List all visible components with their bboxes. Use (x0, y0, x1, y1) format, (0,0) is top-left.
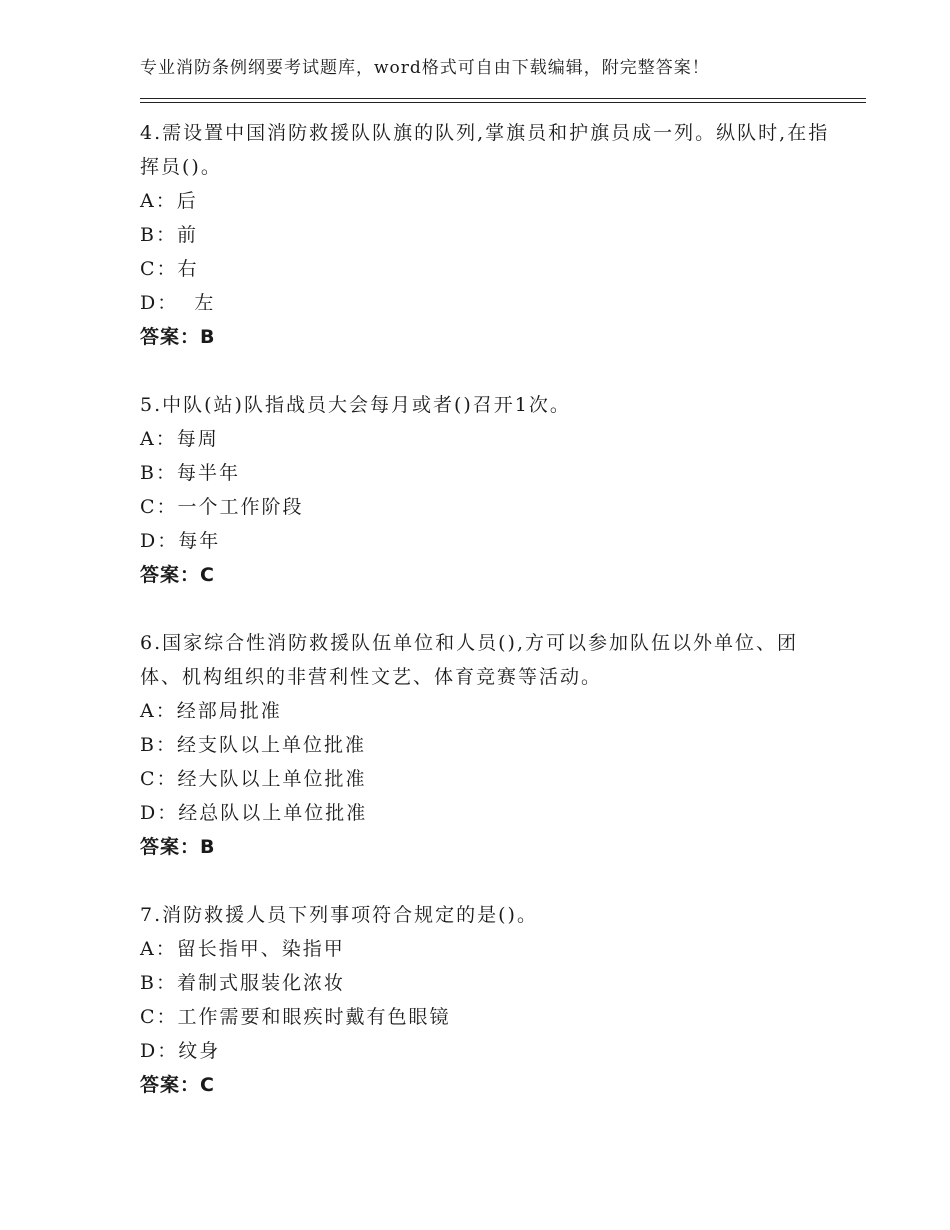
page-header: 专业消防条例纲要考试题库，word格式可自由下载编辑，附完整答案！ (140, 58, 710, 78)
answer-line: 答案：C (140, 1074, 215, 1096)
option-a: A：后 (140, 190, 198, 212)
question-item (140, 388, 830, 592)
question-item (140, 626, 830, 864)
option-d: D：每年 (140, 530, 221, 552)
question-stem: 5.中队(站)队指战员大会每月或者()召开1次。 (140, 394, 571, 416)
option-a: A：经部局批准 (140, 700, 282, 722)
option-c: C：右 (140, 258, 199, 280)
question-stem: 4.需设置中国消防救援队队旗的队列,掌旗员和护旗员成一列。纵队时,在指挥员()。 (140, 122, 830, 178)
question-item (140, 116, 830, 354)
option-a: A：留长指甲、染指甲 (140, 938, 345, 960)
answer-line: 答案：B (140, 326, 216, 348)
option-c: C：工作需要和眼疾时戴有色眼镜 (140, 1006, 451, 1028)
option-b: B：着制式服装化浓妆 (140, 972, 345, 994)
option-a: A：每周 (140, 428, 219, 450)
option-c: C：经大队以上单位批准 (140, 768, 367, 790)
option-d: D：经总队以上单位批准 (140, 802, 368, 824)
option-d: D：纹身 (140, 1040, 221, 1062)
question-item (140, 898, 830, 1102)
answer-line: 答案：B (140, 836, 216, 858)
option-b: B：每半年 (140, 462, 240, 484)
option-c: C：一个工作阶段 (140, 496, 304, 518)
answer-line: 答案：C (140, 564, 215, 586)
option-b: B：经支队以上单位批准 (140, 734, 366, 756)
question-list (140, 116, 830, 1136)
option-d: D： 左 (140, 292, 216, 314)
question-stem: 6.国家综合性消防救援队伍单位和人员(),方可以参加队伍以外单位、团体、机构组织的非营利性文艺、体育竞赛等活动。 (140, 632, 798, 688)
question-stem: 7.消防救援人员下列事项符合规定的是()。 (140, 904, 538, 926)
header-divider (140, 98, 866, 103)
option-b: B：前 (140, 224, 198, 246)
